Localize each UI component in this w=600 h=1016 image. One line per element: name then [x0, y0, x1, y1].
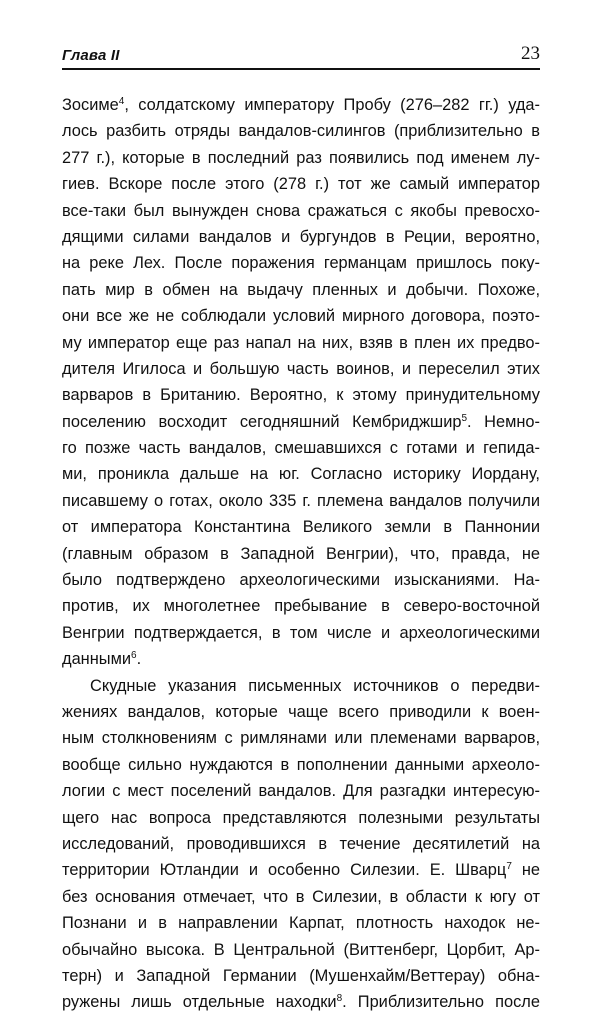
text-segment: . Немно- [467, 412, 540, 431]
text-line: му император еще раз напал на них, взяв в плен их предво- [62, 333, 540, 352]
text-line [62, 409, 540, 435]
text-line: логии с мест поселений вандалов. Для разгадки интересую- [62, 782, 540, 801]
text-segment: , солдатскому императору Пробу (276–282 гг.) уда- [124, 96, 540, 114]
text-line: го позже часть вандалов, смешавшихся с готами и гепида- [62, 439, 540, 458]
text-segment: территории Ютландии и особенно Силезии. Е. Шварц [62, 861, 507, 880]
text-line: (главным образом в Западной Венгрии), что, правда, не [62, 544, 540, 563]
footnote-ref: 5 [461, 412, 468, 424]
text-line: без основания отмечает, что в Силезии, в области к югу от [62, 887, 540, 906]
text-line: исследований, проводившихся в течение десятилетий на [62, 834, 540, 853]
text-line: гиев. Вскоре после этого (278 г.) тот же самый император [62, 175, 540, 194]
text-line: Познани и в направлении Карпат, плотность находок не- [62, 914, 540, 933]
text-line: все-таки был вынужден снова сражаться с якобы превосхо- [62, 201, 540, 220]
text-line: против, их многолетнее пребывание в северо-восточной [62, 597, 540, 616]
footnote-ref: 8 [336, 993, 343, 1005]
text-line [62, 92, 540, 118]
text-line: варваров в Британию. Вероятно, к этому принудительному [62, 386, 540, 405]
text-line: ми, проникла дальше на юг. Согласно историку Иордану, [62, 465, 540, 484]
text-line: жениях вандалов, которые чаще всего приводили к воен- [62, 702, 540, 721]
text-line: вообще сильно нуждаются в пополнении данными археоло- [62, 755, 540, 774]
running-header [62, 40, 540, 70]
text-line: писавшему о готах, около 335 г. племена вандалов получили [62, 491, 540, 510]
footnote-ref: 7 [506, 861, 512, 873]
text-segment: Зосиме [62, 96, 119, 114]
text-line [62, 857, 540, 883]
text-segment: поселению восходит сегодняшний Кембриджшир [62, 412, 462, 431]
text-line: дящими силами вандалов и бургундов в Реции, вероятно, [62, 227, 540, 246]
text-segment: данными [62, 650, 131, 669]
text-line: 277 г.), которые в последний раз появились под именем лу- [62, 148, 540, 167]
text-segment: . [136, 650, 142, 669]
footnote-ref: 6 [131, 650, 137, 662]
text-line [62, 646, 540, 672]
text-line: дителя Игилоса и большую часть воинов, и переселил этих [62, 359, 540, 378]
text-line: лось разбить отряды вандалов-силингов (приблизительно в [62, 122, 540, 141]
text-line: на реке Лех. После поражения германцам пришлось поку- [62, 254, 540, 273]
text-line: Венгрии подтверждается, в том числе и археологическими [62, 623, 540, 642]
body-text [62, 92, 540, 1016]
text-line: Скудные указания письменных источников о передви- [90, 676, 540, 695]
text-segment: не [511, 861, 540, 880]
text-line: обычайно высока. В Центральной (Виттенберг, Цорбит, Ар- [62, 940, 540, 959]
text-line: терн) и Западной Германии (Мушенхайм/Веттерау) обна- [62, 966, 540, 985]
text-line: они все же не соблюдали условий мирного договора, поэто- [62, 307, 540, 326]
text-line: пать мир в обмен на выдачу пленных и добычи. Похоже, [62, 280, 540, 299]
text-segment: ружены лишь отдельные находки [62, 993, 337, 1012]
text-line: от императора Константина Великого земли в Паннонии [62, 518, 540, 537]
footnote-ref: 4 [118, 96, 125, 107]
text-line: щего нас вопроса представляются полезными результаты [62, 808, 540, 827]
text-line: ным столкновениям с римлянами или племенами варваров, [62, 729, 540, 748]
chapter-title: Глава II [62, 47, 120, 64]
text-line [62, 989, 540, 1015]
text-line: было подтверждено археологическими изысканиями. На- [62, 571, 540, 590]
page-number: 23 [521, 43, 540, 64]
text-segment: . Приблизительно после [342, 993, 540, 1012]
